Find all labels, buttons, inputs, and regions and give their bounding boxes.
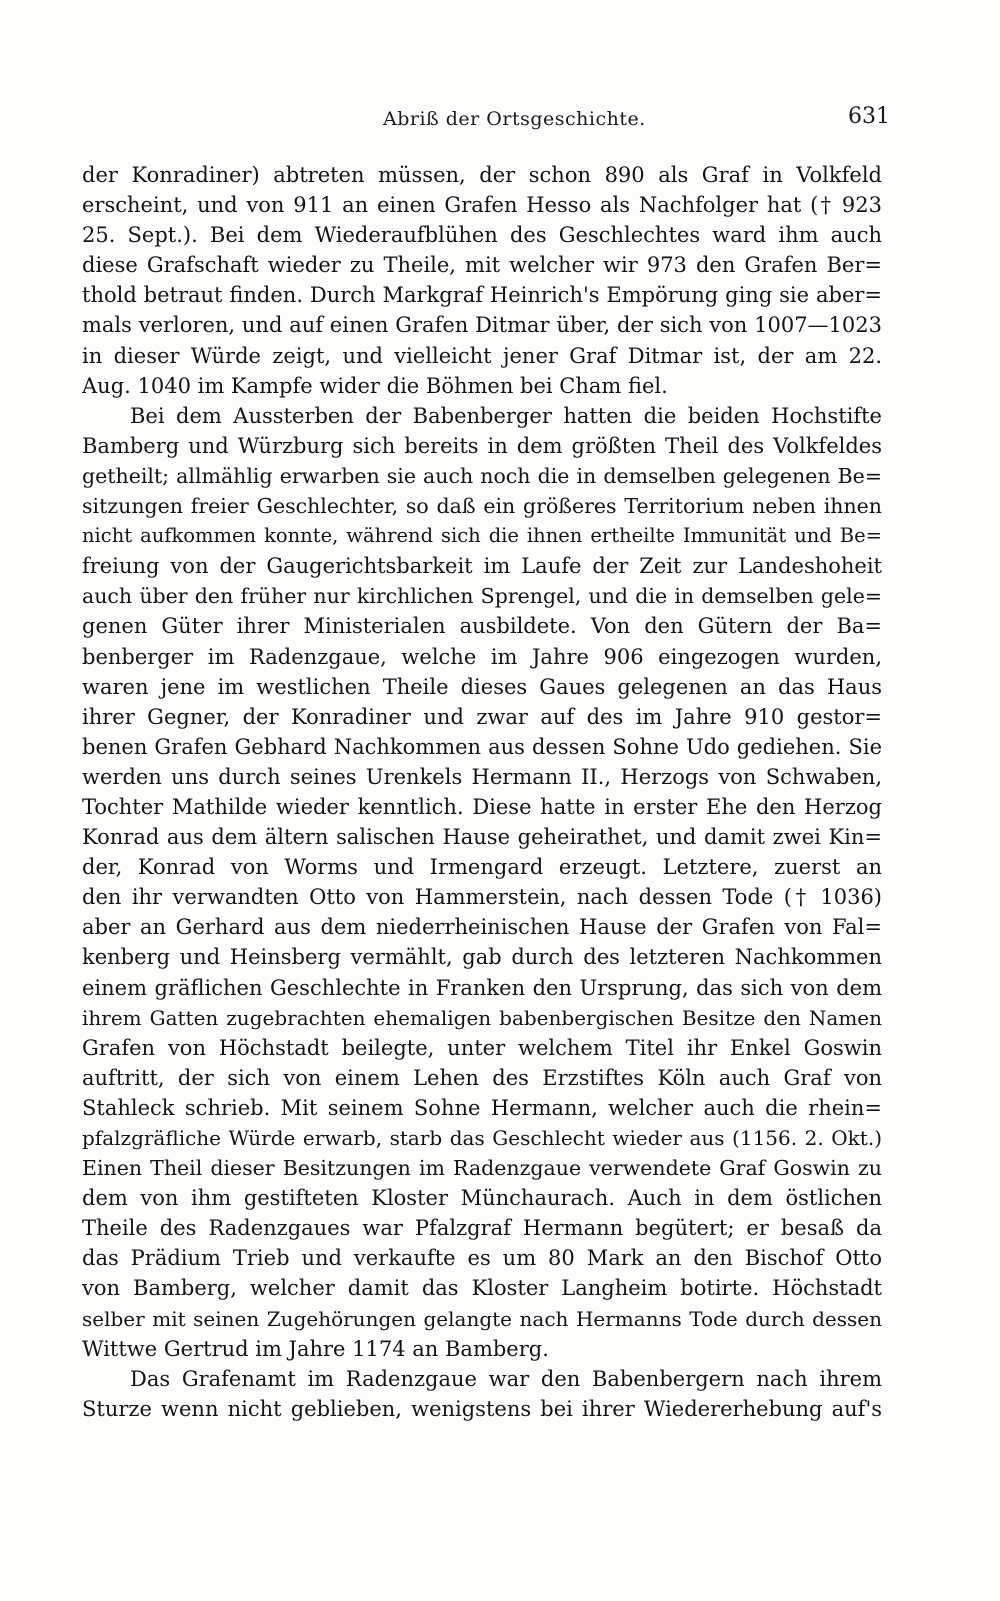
text-line: benberger im Radenzgaue, welche im Jahre 906 eingezogen wurden, xyxy=(82,644,882,669)
text-line: Stahleck schrieb. Mit seinem Sohne Hermann, welcher auch die rhein= xyxy=(82,1095,882,1120)
text-line: selber mit seinen Zugehörungen gelangte nach Hermanns Tode durch dessen xyxy=(82,1306,882,1331)
text-line: dem von ihm gestifteten Kloster Münchaurach. Auch in dem östlichen xyxy=(82,1186,882,1211)
text-line: sitzungen freier Geschlechter, so daß ein größeres Territorium neben ihnen xyxy=(82,494,882,519)
text-line: der, Konrad von Worms und Irmengard erzeugt. Letztere, zuerst an xyxy=(82,855,882,880)
page-number: 631 xyxy=(848,104,890,129)
text-line: pfalzgräfliche Würde erwarb, starb das Geschlecht wieder aus (1156. 2. Okt.) xyxy=(82,1126,882,1150)
text-line: getheilt; allmählig erwarben sie auch noch die in demselben gelegenen Be= xyxy=(82,463,882,488)
text-line: kenberg und Heinsberg vermählt, gab durch des letzteren Nachkommen xyxy=(82,945,882,970)
text-line: 25. Sept.). Bei dem Wiederaufblühen des Geschlechtes ward ihm auch xyxy=(82,223,882,248)
body-text xyxy=(82,160,882,1424)
text-line: Tochter Mathilde wieder kenntlich. Diese hatte in erster Ehe den Herzog xyxy=(82,794,882,819)
text-line: Bei dem Aussterben der Babenberger hatten die beiden Hochstifte xyxy=(130,403,882,428)
text-line: freiung von der Gaugerichtsbarkeit im Laufe der Zeit zur Landeshoheit xyxy=(82,554,882,579)
text-line: in dieser Würde zeigt, und vielleicht jener Graf Ditmar ist, der am 22. xyxy=(82,343,882,368)
text-line: auftritt, der sich von einem Lehen des Erzstiftes Köln auch Graf von xyxy=(82,1065,882,1090)
text-line: aber an Gerhard aus dem niederrheinischen Hause der Grafen von Fal= xyxy=(82,915,882,940)
text-line: ihrer Gegner, der Konradiner und zwar auf des im Jahre 910 gestor= xyxy=(82,704,882,729)
text-line: Das Grafenamt im Radenzgaue war den Babenbergern nach ihrem xyxy=(130,1366,882,1391)
text-line: Aug. 1040 im Kampfe wider die Böhmen bei Cham fiel. xyxy=(82,373,668,398)
running-head: Abriß der Ortsgeschichte. xyxy=(383,108,646,130)
text-line: benen Grafen Gebhard Nachkommen aus dessen Sohne Udo gediehen. Sie xyxy=(82,734,882,759)
text-line: waren jene im westlichen Theile dieses Gaues gelegenen an das Haus xyxy=(82,674,882,699)
text-line: ihrem Gatten zugebrachten ehemaligen babenbergischen Besitze den Namen xyxy=(82,1005,882,1030)
text-line: auch über den früher nur kirchlichen Sprengel, und die in demselben gele= xyxy=(82,584,882,609)
text-line: Einen Theil dieser Besitzungen im Radenzgaue verwendete Graf Goswin zu xyxy=(82,1156,882,1181)
text-line: einem gräflichen Geschlechte in Franken den Ursprung, das sich von dem xyxy=(82,975,882,1000)
text-line: Bamberg und Würzburg sich bereits in dem größten Theil des Volkfeldes xyxy=(82,433,882,458)
text-line: das Prädium Trieb und verkaufte es um 80 Mark an den Bischof Otto xyxy=(82,1246,882,1271)
text-line: diese Grafschaft wieder zu Theile, mit welcher wir 973 den Grafen Ber= xyxy=(82,253,882,278)
text-line: Wittwe Gertrud im Jahre 1174 an Bamberg. xyxy=(82,1336,549,1361)
text-line: werden uns durch seines Urenkels Hermann II., Herzogs von Schwaben, xyxy=(82,764,882,789)
text-line: den ihr verwandten Otto von Hammerstein, nach dessen Tode († 1036) xyxy=(82,885,882,910)
text-line: thold betraut finden. Durch Markgraf Heinrich's Empörung ging sie aber= xyxy=(82,283,882,308)
text-line: genen Güter ihrer Ministerialen ausbildete. Von den Gütern der Ba= xyxy=(82,614,882,639)
text-line: Grafen von Höchstadt beilegte, unter welchem Titel ihr Enkel Goswin xyxy=(82,1035,882,1060)
text-line: der Konradiner) abtreten müssen, der schon 890 als Graf in Volkfeld xyxy=(82,163,882,187)
text-line: mals verloren, und auf einen Grafen Ditmar über, der sich von 1007—1023 xyxy=(82,313,882,338)
text-line: erscheint, und von 911 an einen Grafen Hesso als Nachfolger hat († 923 xyxy=(82,193,882,218)
text-line: Theile des Radenzgaues war Pfalzgraf Hermann begütert; er besaß da xyxy=(82,1216,882,1241)
text-line: Konrad aus dem ältern salischen Hause geheirathet, und damit zwei Kin= xyxy=(82,825,882,850)
text-line: nicht aufkommen konnte, während sich die ihnen ertheilte Immunität und Be= xyxy=(82,524,882,548)
text-line: von Bamberg, welcher damit das Kloster Langheim botirte. Höchstadt xyxy=(82,1276,882,1301)
text-line: Sturze wenn nicht geblieben, wenigstens bei ihrer Wiedererhebung auf's xyxy=(82,1396,882,1421)
